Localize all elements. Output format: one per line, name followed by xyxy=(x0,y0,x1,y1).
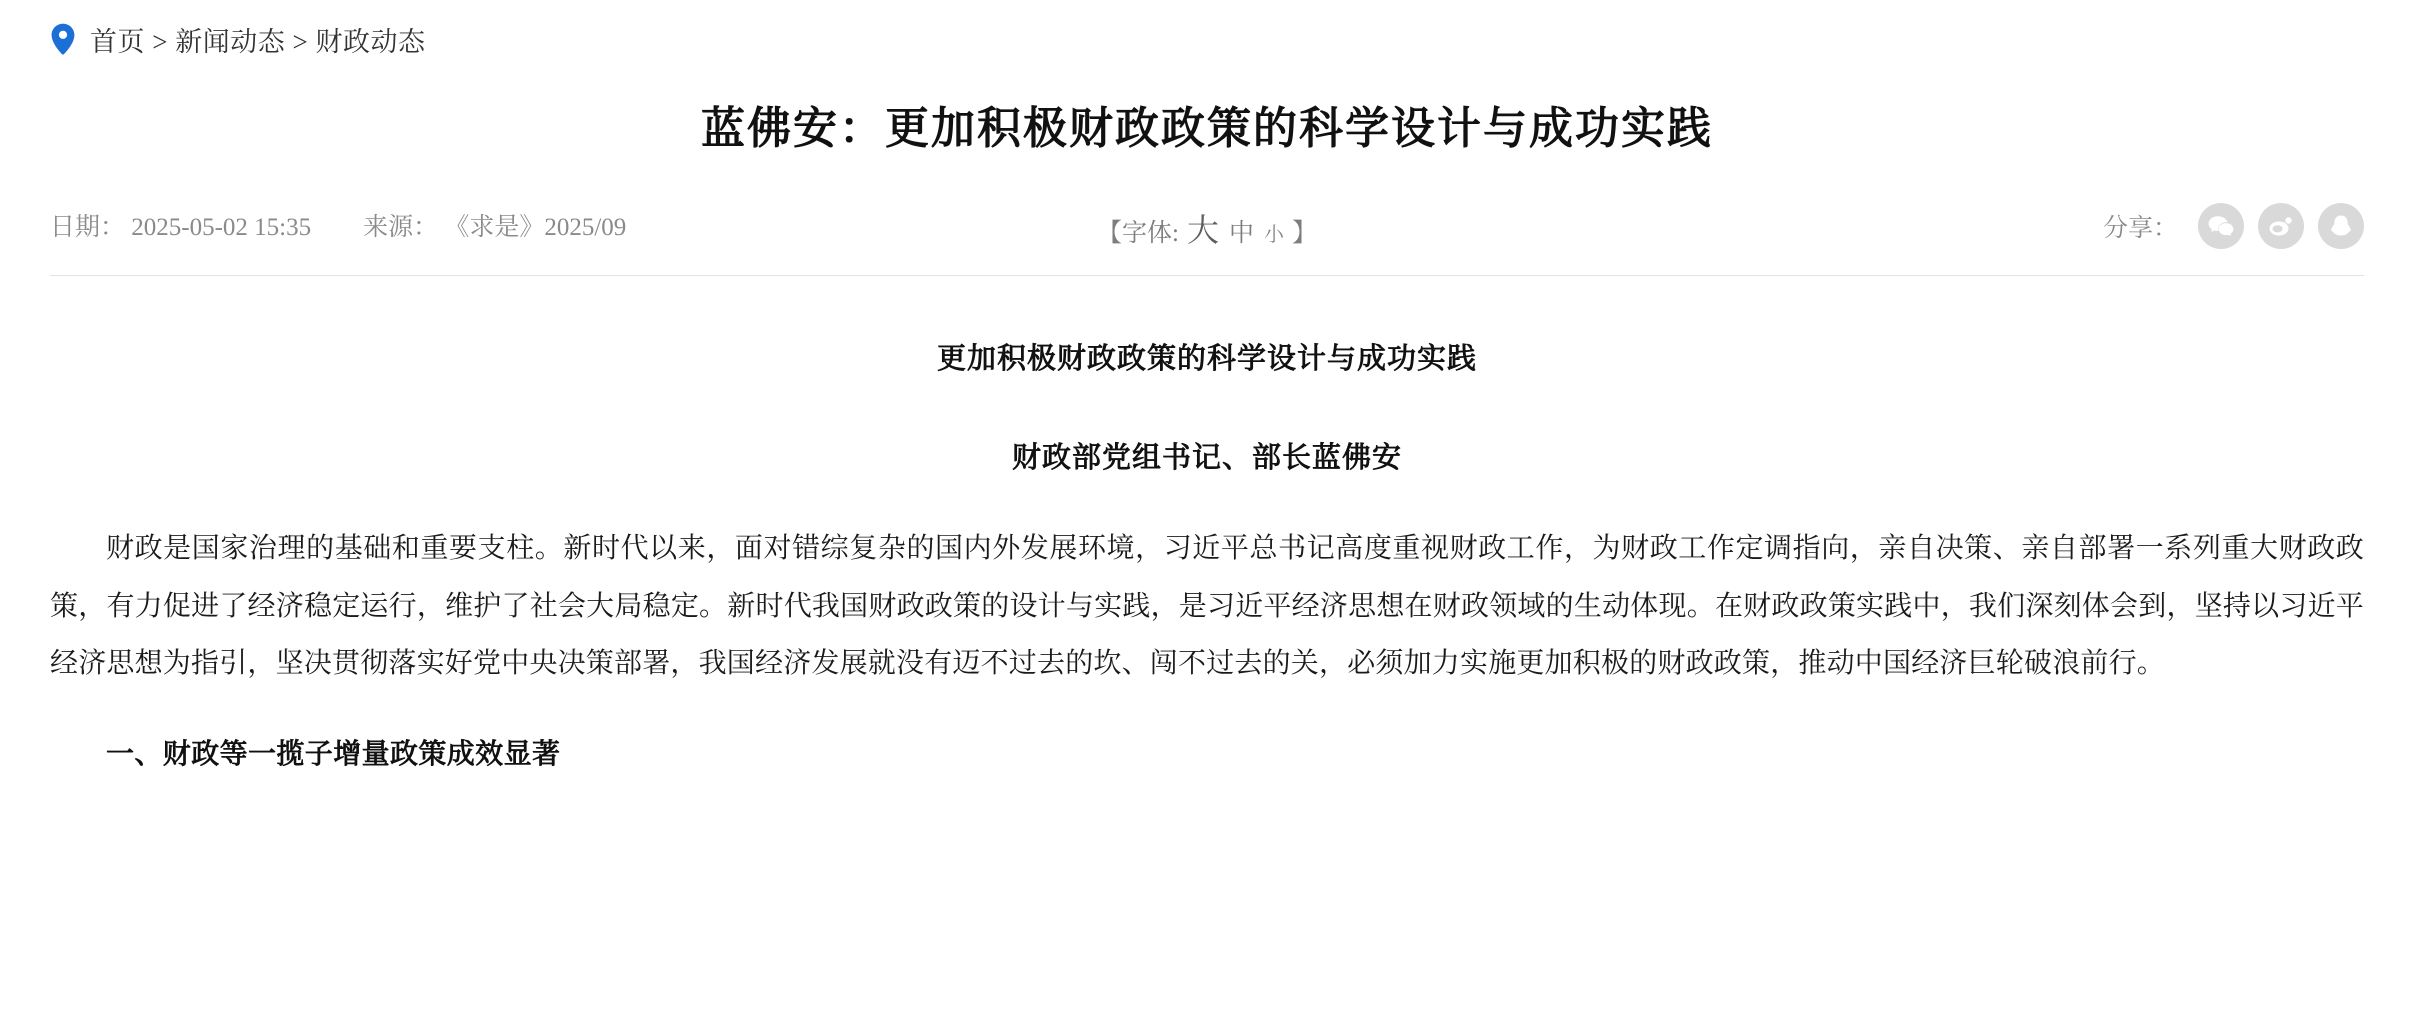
font-size-small-button[interactable]: 小 xyxy=(1263,224,1284,247)
article-subtitle: 更加积极财政政策的科学设计与成功实践 xyxy=(936,343,1477,376)
article-byline: 财政部党组书记、部长蓝佛安 xyxy=(1011,442,1402,475)
article-source: 来源： 《求是》2025/09 xyxy=(363,214,627,242)
breadcrumb-label[interactable]: 首页 > 新闻动态 > 财政动态 xyxy=(90,26,426,57)
article-meta-bar xyxy=(50,203,2364,276)
qq-share-icon[interactable] xyxy=(2318,203,2364,249)
weibo-share-icon[interactable] xyxy=(2258,203,2304,249)
share-group xyxy=(2103,203,2364,249)
font-size-large-button[interactable]: 大 xyxy=(1186,212,1219,249)
breadcrumb xyxy=(0,0,2414,57)
location-pin-icon xyxy=(50,23,76,55)
share-label: 分享： xyxy=(2102,215,2178,243)
font-size-label: 【字体: xyxy=(1097,220,1179,248)
wechat-share-icon[interactable] xyxy=(2198,203,2244,249)
font-size-bracket-close: 】 xyxy=(1291,220,1317,248)
publish-date: 日期： 2025-05-02 15:35 xyxy=(50,214,312,242)
font-size-control xyxy=(1097,205,1317,251)
article-section-heading-1: 一、财政等一揽子增量政策成效显著 xyxy=(106,739,561,771)
font-size-medium-button[interactable]: 中 xyxy=(1228,220,1254,248)
page-title: 蓝佛安：更加积极财政政策的科学设计与成功实践 xyxy=(701,104,1713,153)
article-paragraph-1: 财政是国家治理的基础和重要支柱。新时代以来，面对错综复杂的国内外发展环境，习近平总书记高度重视财政工作，为财政工作定调指向，亲自决策、亲自部署一系列重大财政政策，有力促进了经济稳定运行，维护了社会大局稳定。新时代我国财政政策的设计与实践，是习近平经济思想在财政领域的生动体现。在财政政策实践中，我们深刻体会到，坚持以习近平经济思想为指引，坚决贯彻落实好党中央决策部署，我国经济发展就没有迈不过去的坎、闯不过去的关，必须加力实施更加积极的财政政策，推动中国经济巨轮破浪前行。 xyxy=(50,533,2364,679)
article-content xyxy=(50,336,2364,772)
meta-left-group xyxy=(50,203,626,243)
